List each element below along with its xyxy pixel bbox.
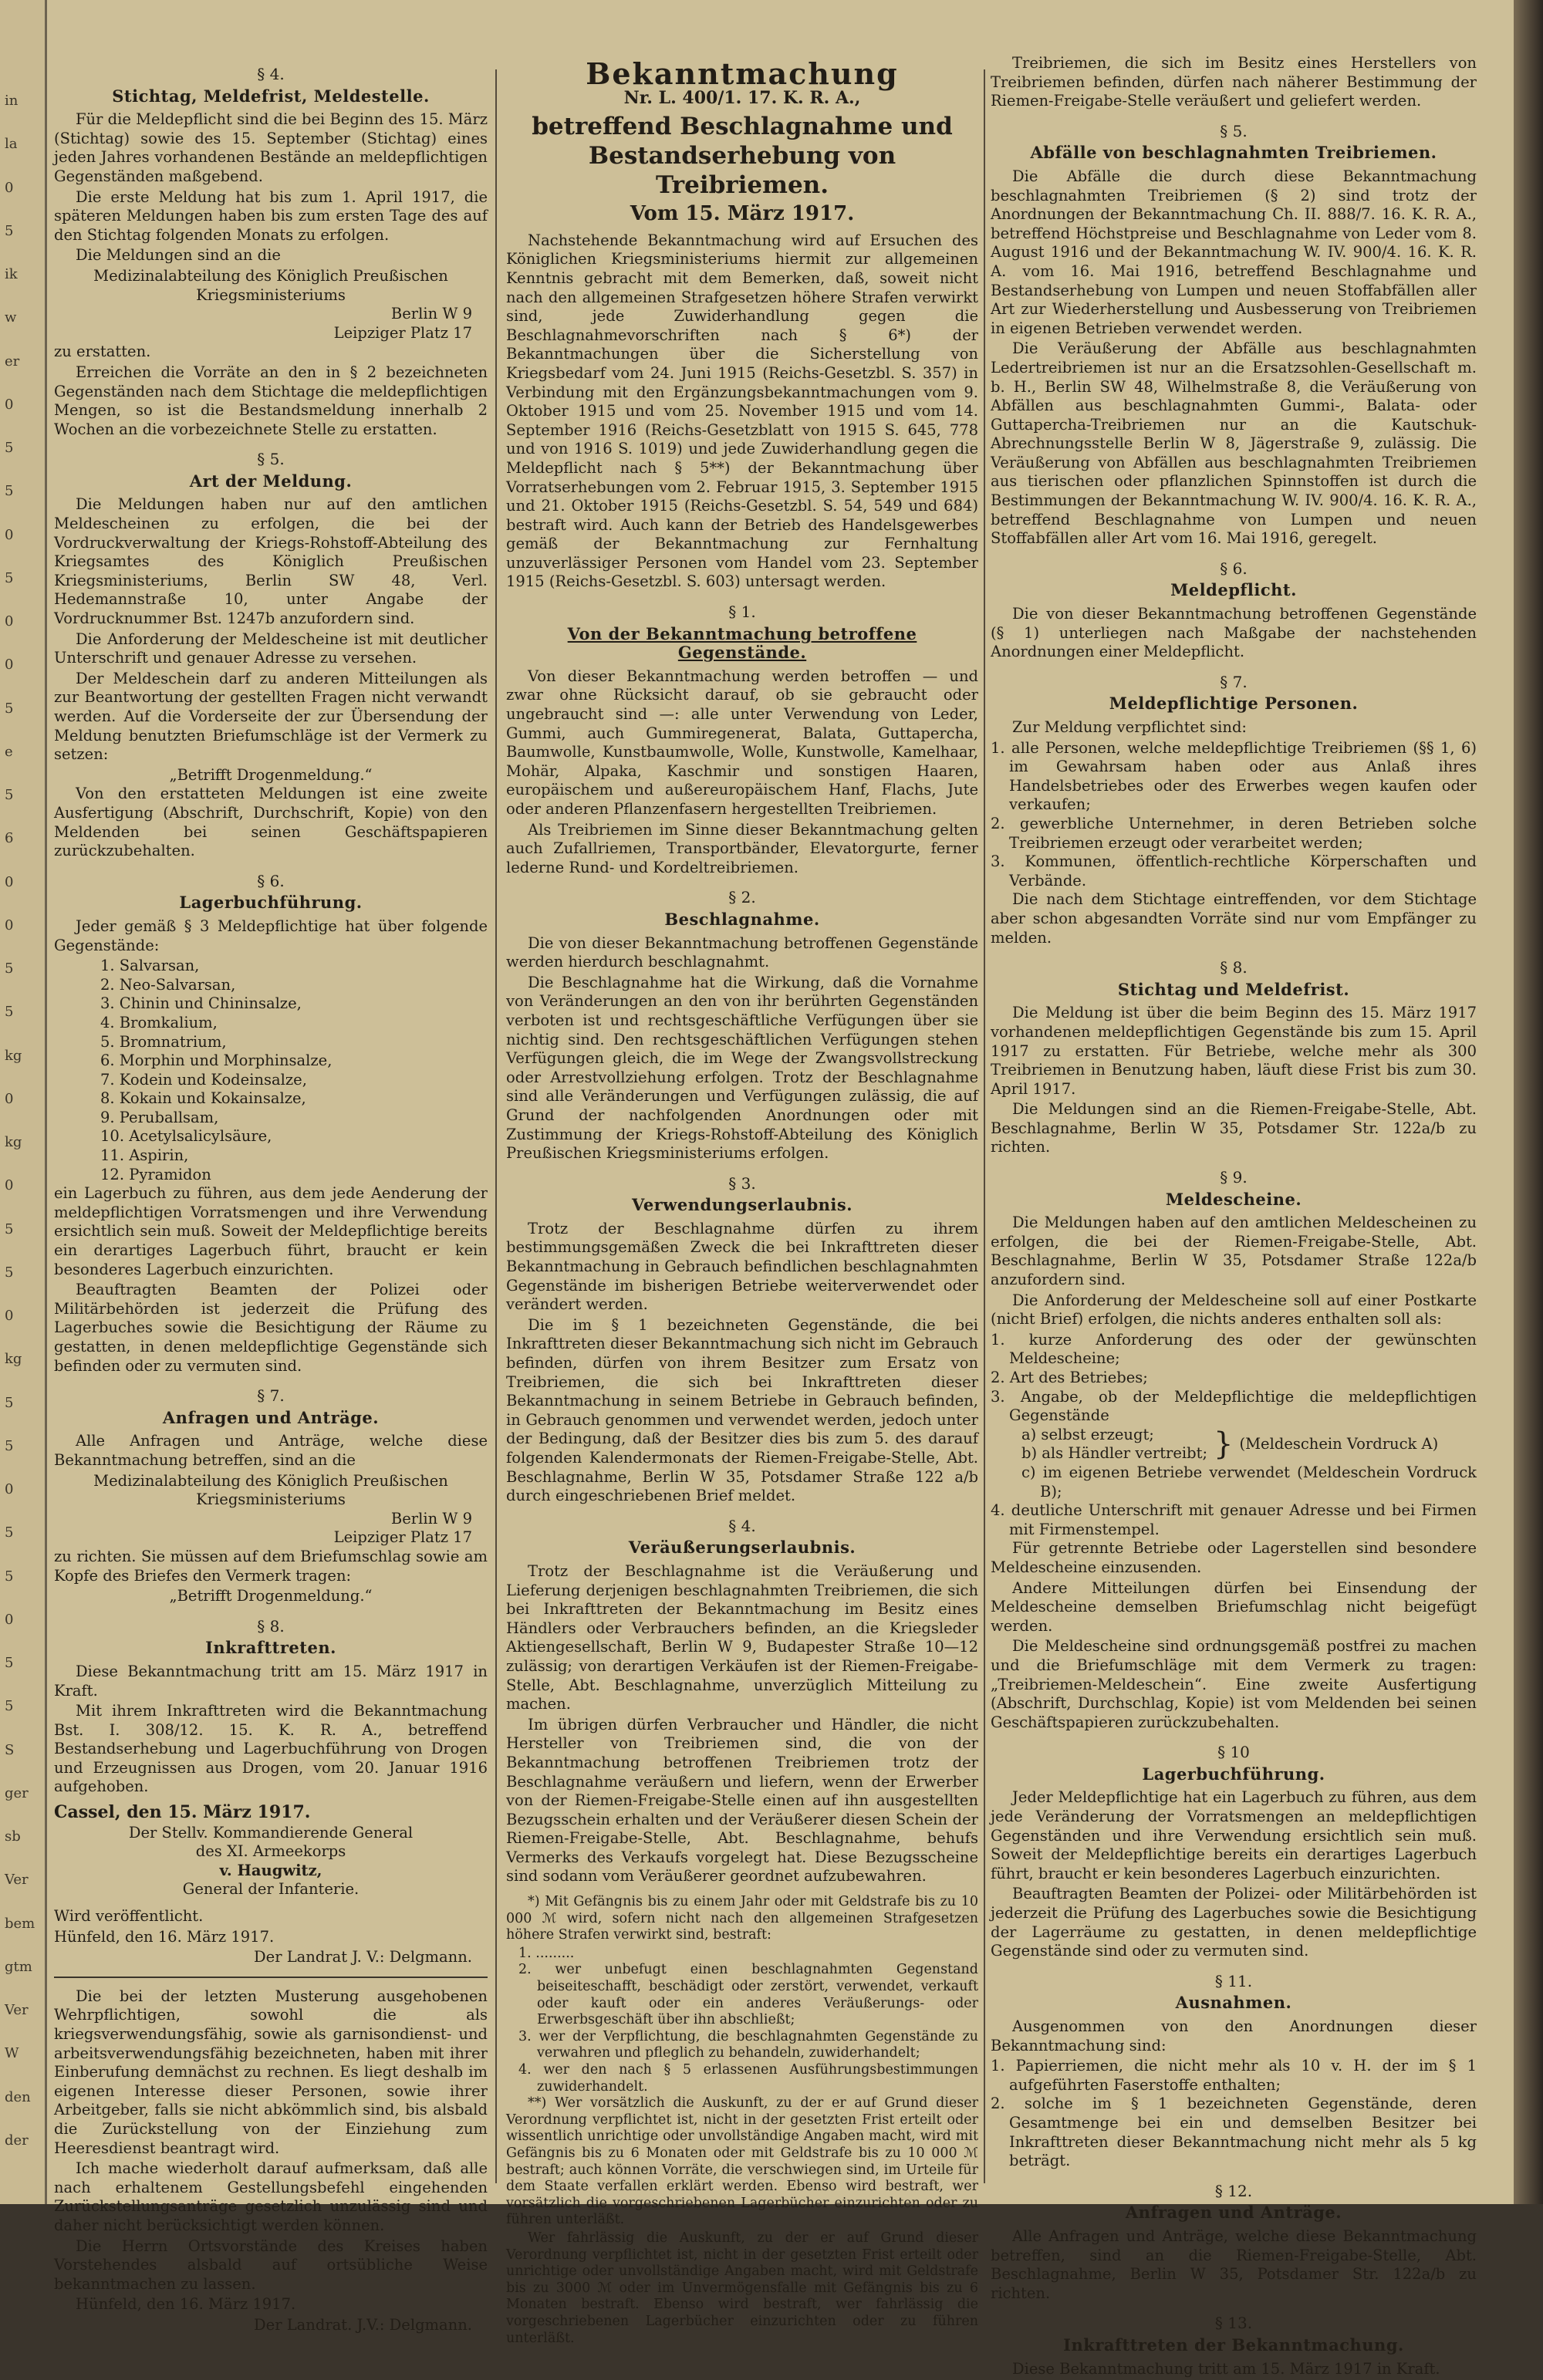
divider <box>54 1977 488 1978</box>
paragraph: Beauftragten Beamten der Polizei oder Militärbehörden ist jederzeit die Prüfung des Lagerbuches sowie die Besichtigung der Räume zu gestatten, in denen meldepflichtige Gegenstände sich befinden oder zu vermuten sind. <box>54 1281 488 1375</box>
sub-option-note: (Meldeschein Vordruck A) <box>1239 1435 1439 1453</box>
signature-line: des XI. Armeekorps <box>195 1842 346 1861</box>
section-heading: Abfälle von beschlagnahmten Treibriemen. <box>1030 143 1437 163</box>
column-rule-1 <box>495 69 497 2183</box>
section-heading: Meldepflicht. <box>1170 580 1297 600</box>
margin-fragment: 0 <box>5 657 14 673</box>
margin-fragment: S <box>5 1741 15 1758</box>
signature-line: Der Stellv. Kommandierende General <box>128 1823 414 1842</box>
paragraph: Jeder gemäß § 3 Meldepflichtige hat über folgende Gegenstände: <box>54 917 488 954</box>
section-number: § 5. <box>257 450 285 469</box>
margin-fragment: 0 <box>5 1090 14 1107</box>
margin-fragment: 5 <box>5 1698 14 1715</box>
publication-note: Hünfeld, den 16. März 1917. <box>54 1927 275 1946</box>
section-heading: Art der Meldung. <box>189 471 353 491</box>
paragraph: Die Meldungen haben nur auf den amtlichen Meldescheinen zu erfolgen, die bei der Vordruckverwaltung der Kriegs-Rohstoff-Abteilung des Kriegsamtes des Königlich Preußischen Kriegsministeriums, Berlin SW 48, Verl. Hedemannstraße 10, unter Angabe der Vordrucknummer Bst. 1247b anzufordern sind. <box>54 495 488 628</box>
publication-note: Wird veröffentlicht. <box>54 1907 204 1926</box>
adjacent-page-strip <box>0 0 47 2204</box>
notice-signature: Der Landrat. J.V.: Delgmann. <box>254 2315 472 2334</box>
margin-fragment: der <box>5 2132 29 2149</box>
margin-fragment: in <box>5 93 19 109</box>
paragraph: Treibriemen, die sich im Besitz eines Herstellers von Treibriemen befinden, dürfen nach näherer Bestimmung der Riemen-Freigabe-Stelle veräußert und geliefert werden. <box>991 54 1477 110</box>
notice-paragraph: Ich mache wiederholt darauf aufmerksam, daß alle nach erhaltenem Gestellungsbefehl eingehenden Zurückstellungsanträge gesetzlich unzulässig sind und daher nicht berücksichtigt werden können. <box>54 2159 488 2234</box>
margin-fragment: 5 <box>5 440 14 456</box>
section-heading: Beschlagnahme. <box>664 909 820 929</box>
paragraph: zu erstatten. <box>54 343 151 361</box>
paragraph: Alle Anfragen und Anträge, welche diese Bekanntmachung betreffen, sind an die <box>54 1432 488 1469</box>
list-item: 2. solche im § 1 bezeichneten Gegenstände, deren Gesamtmenge bei ein und demselben Besitzer bei Inkrafttreten dieser Bekanntmachung nicht mehr als 5 kg beträgt. <box>991 2095 1477 2170</box>
sub-options-ab <box>1021 1426 1477 1463</box>
list-item: 3. Kommunen, öffentlich-rechtliche Körperschaften und Verbände. <box>991 852 1477 890</box>
footnote-item: 4. wer den nach § 5 erlassenen Ausführungsbestimmungen zuwiderhandelt. <box>518 2062 978 2095</box>
margin-fragment: 5 <box>5 222 14 239</box>
section-number: § 13. <box>1214 2314 1253 2333</box>
list-item: 12. Pyramidon <box>100 1165 211 1183</box>
section-number: § 2. <box>728 888 756 907</box>
margin-fragment: er <box>5 353 20 370</box>
paragraph: Die Veräußerung der Abfälle aus beschlagnahmten Ledertreibriemen ist nur an die Ersatzsohlen-Gesellschaft m. b. H., Berlin SW 48, Wilhelmstraße 8, die Veräußerung von Abfällen aus beschlagnahmten Gummi-, Balata- oder Guttapercha-Treibriemen nur an die Kautschuk-Abrechnungsstelle Berlin W 8, Jägerstraße 9, zulässig. Die Veräußerung von Abfällen aus beschlagnahmten Treibriemen aus tierischen oder pflanzlichen Spinnstoffen ist durch die Bestimmungen der Bekanntmachung W. IV. 900/4. 16. K. R. A., betreffend Beschlagnahme von Lumpen und neuen Stoffabfällen aller Art vom 16. Mai 1916, geregelt. <box>991 339 1477 548</box>
paragraph: Die erste Meldung hat bis zum 1. April 1917, die späteren Meldungen haben bis zum ersten Tage des auf den Stichtag folgenden Monats zu erfolgen. <box>54 187 488 244</box>
paragraph: Die nach dem Stichtage eintreffenden, vor dem Stichtage aber schon abgesandten Vorräte sind nur vom Empfänger zu melden. <box>991 890 1477 947</box>
footnote: **) Wer vorsätzlich die Auskunft, zu der er auf Grund dieser Verordnung verpflichtet ist, nicht in der gesetzten Frist erteilt oder wissentlich unrichtige oder unvollständige Angaben macht, wird mit Gefängnis bis zu 6 Monaten oder mit Geldstrafe bis zu 10 000 ℳ bestraft; auch können Vorräte, die verschwiegen sind, im Urteile für dem Staate verfallen erklärt werden. Ebenso wird bestraft, wer vorsätzlich die vorgeschriebenen Lagerbücher einzurichten oder zu führen unterläßt. <box>506 2095 978 2228</box>
margin-fragment: 5 <box>5 1264 14 1281</box>
intro-paragraph: Nachstehende Bekanntmachung wird auf Ersuchen des Königlichen Kriegsministeriums hiermit zur allgemeinen Kenntnis gebracht mit dem Bemerken, daß, soweit nicht nach den allgemeinen Strafgesetzen höhere Strafen verwirkt sind, jede Zuwiderhandlung gegen die Beschlagnahmevorschriften nach § 6*) der Bekanntmachungen über die Sicherstellung von Kriegsbedarf vom 24. Juni 1915 (Reichs-Gesetzbl. S. 357) in Verbindung mit den Ergänzungsbekanntmachungen vom 9. Oktober 1915 und vom 25. November 1915 und vom 14. September 1916 (Reichs-Gesetzblatt von 1915 S. 645, 778 und von 1916 S. 1019) und jede Zuwiderhandlung gegen die Meldepflicht nach § 5**) der Bekanntmachung über Vorratserhebungen vom 2. Februar 1915, 3. September 1915 und 21. Oktober 1915 (Reichs-Gesetzbl. S. 54, 549 und 684) bestraft wird. Auch kann der Betrieb des Handelsgewerbes gemäß der Bekanntmachung zur Fernhaltung unzuverlässiger Personen vom Handel vom 23. September 1915 (Reichs-Gesetzbl. S. 603) untersagt werden. <box>506 231 978 591</box>
paragraph: Für die Meldepflicht sind die bei Beginn des 15. März (Stichtag) sowie des 15. September (Stichtag) eines jeden Jahres vorhandenen Bestände an meldepflichtigen Gegenständen maßgebend. <box>54 110 488 185</box>
paragraph: Für getrennte Betriebe oder Lagerstellen sind besondere Meldescheine einzusenden. <box>991 1539 1477 1576</box>
section-number: § 4. <box>728 1516 756 1535</box>
margin-fragment: 5 <box>5 1524 14 1541</box>
section-number: § 8. <box>1220 958 1248 977</box>
paragraph: Die Beschlagnahme hat die Wirkung, daß die Vornahme von Veränderungen an den von ihr berührten Gegenständen verboten ist und rechtsgeschäftliche Verfügungen über sie nichtig sind. Den rechtsgeschäftlichen Verfügungen stehen Verfügungen gleich, die im Wege der Zwangsvollstreckung oder Arrestvollziehung erfolgen. Trotz der Beschlagnahme sind alle Veränderungen und Verfügungen zulässig, die auf Grund der nachfolgenden Anordnungen oder mit Zustimmung der Kriegs-Rohstoff-Abteilung des Königlich Preußischen Kriegsministeriums erfolgen. <box>506 973 978 1163</box>
margin-fragment: 0 <box>5 1481 14 1497</box>
paragraph: Die von dieser Bekanntmachung betroffenen Gegenstände (§ 1) unterliegen nach Maßgabe der nachstehenden Anordnungen einer Meldepflicht. <box>991 605 1477 661</box>
margin-fragment: kg <box>5 1134 22 1150</box>
paragraph: Von den erstatteten Meldungen ist eine zweite Ausfertigung (Abschrift, Durchschrift, Kopie) von den Meldenden bei seinen Geschäftspapieren zurückzubehalten. <box>54 785 488 860</box>
paragraph: Andere Mitteilungen dürfen bei Einsendung der Meldescheine demselben Briefumschlag nicht beigefügt werden. <box>991 1578 1477 1635</box>
paragraph: Die Meldescheine sind ordnungsgemäß postfrei zu machen und die Briefumschläge mit dem Vermerk zu tragen: „Treibriemen-Meldeschein“. Eine zweite Ausfertigung (Abschrift, Durchschlag, Kopie) ist vom Meldenden bei seinen Geschäftspapieren zurückzubehalten. <box>991 1637 1477 1731</box>
section-number: § 7. <box>257 1386 285 1406</box>
paragraph: Beauftragten Beamten der Polizei- oder Militärbehörden ist jederzeit die Prüfung des Lagerbuches sowie die Besichtigung der Lagerräume zu gestatten, in denen meldepflichtige Gegenstände sind oder zu vermuten sind. <box>991 1885 1477 1960</box>
section-number: § 10 <box>1217 1743 1250 1762</box>
paragraph: Diese Bekanntmachung tritt am 15. März 1917 in Kraft. <box>54 1662 488 1700</box>
margin-fragment: 5 <box>5 1437 14 1454</box>
margin-fragment: den <box>5 2088 31 2105</box>
paragraph: Alle Anfragen und Anträge, welche diese Bekanntmachung betreffen, sind an die Riemen-Freigabe-Stelle, Abt. Beschlagnahme, Berlin W 35, Potsdamer Str. 122a/b zu richten. <box>991 2226 1477 2302</box>
paragraph: Erreichen die Vorräte an den in § 2 bezeichneten Gegenständen nach dem Stichtage die meldepflichtigen Mengen, so ist die Bestandsmeldung innerhalb 2 Wochen an die vorbezeichnete Stelle zu erstatten. <box>54 363 488 438</box>
quoted-note: „Betrifft Drogenmeldung.“ <box>169 1587 373 1605</box>
drug-list <box>100 957 488 1184</box>
paragraph: Die im § 1 bezeichneten Gegenstände, die bei Inkrafttreten dieser Bekanntmachung sich nicht im Gebrauch befinden, dürfen von ihrem Besitzer zum Ersatz von Treibriemen, die sich bei Inkrafttreten dieser Bekanntmachung in seinem Betriebe in Gebrauch befinden, in Gebrauch genommen und verwendet werden, jedoch unter der Bedingung, daß der Besitzer dies bis zum 5. des darauf folgenden Kalendermonats der Riemen-Freigabe-Stelle, Abt. Beschlagnahme, Berlin W 35, Potsdamer Straße 122 a/b durch eingeschriebenen Brief meldet. <box>506 1315 978 1505</box>
list-item: 3. Angabe, ob der Meldepflichtige die meldepflichtigen Gegenstände <box>991 1387 1477 1425</box>
section-heading: Verwendungserlaubnis. <box>631 1195 853 1215</box>
list-item: 11. Aspirin, <box>100 1146 189 1165</box>
signature-line: General der Infanterie. <box>182 1880 360 1899</box>
section-heading: Stichtag und Meldefrist. <box>1117 979 1350 999</box>
margin-fragment: ger <box>5 1784 29 1801</box>
paragraph: Die Anforderung der Meldescheine ist mit deutlicher Unterschrift und genauer Adresse zu versehen. <box>54 630 488 667</box>
paragraph: Die Meldungen sind an die Riemen-Freigabe-Stelle, Abt. Beschlagnahme, Berlin W 35, Potsdamer Str. 122a/b zu richten. <box>991 1100 1477 1156</box>
list-item: 6. Morphin und Morphinsalze, <box>100 1052 333 1070</box>
footnote: *) Mit Gefängnis bis zu einem Jahr oder mit Geldstrafe bis zu 10 000 ℳ wird, sofern nicht nach den allgemeinen Strafgesetzen höhere Strafen verwirkt sind, bestraft: <box>506 1894 978 1943</box>
footnote: Wer fahrlässig die Auskunft, zu der er auf Grund dieser Verordnung verpflichtet ist, nicht in der gesetzten Frist erteilt oder unrichtige oder unvollständige Angaben macht, wird mit Geldstrafe bis zu 3000 ℳ oder im Unvermögensfalle mit Gefängnis bis zu 6 Monaten bestraft. Ebenso wird bestraft, wer fahrlässig die vorgeschriebenen Lagerbücher einzurichten oder zu führen unterläßt. <box>506 2230 978 2346</box>
list-item: 4. deutliche Unterschrift mit genauer Adresse und bei Firmen mit Firmenstempel. <box>991 1501 1477 1538</box>
section-heading: Meldescheine. <box>1165 1189 1302 1209</box>
quoted-note: „Betrifft Drogenmeldung.“ <box>169 765 373 784</box>
signature-place-date: Cassel, den 15. März 1917. <box>54 1802 311 1823</box>
notice-place-date: Hünfeld, den 16. März 1917. <box>76 2295 296 2314</box>
paragraph: Die Meldung ist über die beim Beginn des 15. März 1917 vorhandenen meldepflichtigen Gegenstände bis zum 15. April 1917 zu erstatten. Für Betriebe, welche mehr als 300 Treibriemen in Benutzung haben, läuft diese Frist bis zum 30. April 1917. <box>991 1004 1477 1098</box>
margin-fragment: 0 <box>5 179 14 196</box>
notice-paragraph: Die bei der letzten Musterung ausgehobenen Wehrpflichtigen, sowohl die als kriegsverwendungsfähig, sowie als garnisondienst- und arbeitsverwendungsfähig bezeichneten, haben mit ihrer Einberufung demnächst zu rechnen. Es liegt deshalb im eigenen Interesse dieser Personen, sowie ihrer Arbeitgeber, falls sie nicht abkömmlich sind, bis alsbald die Zurückstellung von der Einziehung zum Heeresdienst beantragt wird. <box>54 1987 488 2157</box>
margin-fragment: gtm <box>5 1958 32 1975</box>
address-line: Berlin W 9 <box>390 1509 472 1528</box>
margin-fragment: sb <box>5 1828 21 1845</box>
paragraph: Zur Meldung verpflichtet sind: <box>1012 718 1248 736</box>
section-heading: Inkrafttreten der Bekanntmachung. <box>1063 2334 1404 2355</box>
margin-fragment: 5 <box>5 569 14 586</box>
column-rule-2 <box>984 69 985 2183</box>
notice-title: Bekanntmachung <box>586 56 899 91</box>
list-item: 1. Papierriemen, die nicht mehr als 10 v. H. der im § 1 aufgeführten Faserstoffe enthalten; <box>991 2057 1477 2094</box>
section-heading: Stichtag, Meldefrist, Meldestelle. <box>112 86 430 106</box>
sub-option: a) selbst erzeugt; <box>1021 1425 1154 1443</box>
footnotes <box>506 1894 978 2347</box>
footnote-item: 3. wer der Verpflichtung, die beschlagnahmten Gegenstände zu verwahren und pfleglich zu behandeln, zuwiderhandelt; <box>518 2028 978 2061</box>
address-line: Medizinalabteilung des Königlich Preußischen Kriegsministeriums <box>93 1471 448 1509</box>
footnote-item: 1. ......... <box>518 1945 575 1961</box>
section-number: § 11. <box>1214 1971 1253 1990</box>
column-middle <box>506 54 978 2348</box>
list-item: 10. Acetylsalicylsäure, <box>100 1127 272 1146</box>
sub-option: c) im eigenen Betriebe verwendet (Meldeschein Vordruck B); <box>1021 1463 1477 1501</box>
list-item: 7. Kodein und Kodeinsalze, <box>100 1070 307 1089</box>
margin-fragment: 5 <box>5 483 14 500</box>
section-number: § 6. <box>257 871 285 890</box>
notice-paragraph: Die Herrn Ortsvorstände des Kreises haben Vorstehendes alsbald auf ortsübliche Weise bekanntmachen zu lassen. <box>54 2237 488 2293</box>
section-heading: Inkrafttreten. <box>205 1638 336 1658</box>
margin-fragment: w <box>5 309 17 326</box>
paragraph: Diese Bekanntmachung tritt am 15. März 1917 in Kraft. <box>1012 2359 1440 2378</box>
margin-fragment: 5 <box>5 960 14 977</box>
list-item: 2. gewerbliche Unternehmer, in deren Betrieben solche Treibriemen erzeugt oder verarbeitet werden; <box>991 814 1477 852</box>
column-left <box>54 54 488 2335</box>
sub-option: b) als Händler vertreibt; <box>1021 1444 1208 1463</box>
list-item: 4. Bromkalium, <box>100 1013 218 1031</box>
section-number: § 12. <box>1214 2181 1253 2200</box>
list-item: 1. Salvarsan, <box>100 957 200 975</box>
list-item: 1. kurze Anforderung des oder der gewünschten Meldescheine; <box>991 1330 1477 1368</box>
paragraph: Von dieser Bekanntmachung werden betroffen — und zwar ohne Rücksicht darauf, ob sie gebraucht oder ungebraucht sind —: alle unter Verwendung von Leder, Gummi, auch Gummiregenerat, Balata, Guttapercha, Baumwolle, Kunstbaumwolle, Wolle, Kunstwolle, Kamelhaar, Mohär, Alpaka, Kaschmir und sonstigen Haaren, europäischem und außereuropäischem Hanf, Flachs, Jute oder anderen Pflanzenfasern hergestellten Treibriemen. <box>506 667 978 818</box>
margin-fragment: 0 <box>5 873 14 890</box>
margin-fragment: 6 <box>5 830 14 847</box>
margin-fragment: 5 <box>5 1568 14 1585</box>
margin-fragment: 0 <box>5 1308 14 1324</box>
section-number: § 7. <box>1220 672 1248 691</box>
list-item: 8. Kokain und Kokainsalze, <box>100 1089 306 1108</box>
margin-fragment: Ver <box>5 2002 29 2018</box>
margin-fragment: 0 <box>5 526 14 543</box>
paragraph: Im übrigen dürfen Verbraucher und Händler, die nicht Hersteller von Treibriemen sind, die von der Bekanntmachung betroffenen Treibriemen trotz der Beschlagnahme veräußern und liefern, wenn der Erwerber von der Riemen-Freigabe-Stelle einen auf ihn ausgestellten Bezugsschein erhalten und der Veräußerer diesen Schein der Riemen-Freigabe-Stelle, Abt. Beschlagnahme, behufs Vermerks des Verkaufs vorgelegt hat. Diese Bezugsscheine sind sodann vom Veräußerer geordnet aufzubewahren. <box>506 1715 978 1885</box>
address-line: Medizinalabteilung des Königlich Preußischen Kriegsministeriums <box>93 266 448 304</box>
section-heading: Meldepflichtige Personen. <box>1109 694 1359 714</box>
list-item: 2. Art des Betriebes; <box>991 1369 1148 1386</box>
paragraph: Ausgenommen von den Anordnungen dieser Bekanntmachung sind: <box>991 2017 1477 2054</box>
list-item: 1. alle Personen, welche meldepflichtige Treibriemen (§§ 1, 6) im Gewahrsam haben oder aus Anlaß ihres Handelsbetriebes oder des Erwerbes wegen kaufen oder verkaufen; <box>991 738 1477 814</box>
margin-fragment: 0 <box>5 917 14 933</box>
paragraph: zu richten. Sie müssen auf dem Briefumschlag sowie am Kopfe des Briefes den Vermerk tragen: <box>54 1547 488 1585</box>
paragraph: Die Abfälle die durch diese Bekanntmachung beschlagnahmten Treibriemen (§ 2) sind trotz der Anordnungen der Bekanntmachung Ch. II. 888/7. 16. K. R. A., betreffend Höchstpreise und Beschlagnahme von Leder vom 8. August 1916 und der Bekanntmachung W. IV. 900/4. 16. K. R. A. vom 16. Mai 1916, betreffend Beschlagnahme und Bestandserhebung von Lumpen und neuen Stoffabfällen aller Art zur Wiederherstellung und Ausbesserung von Treibriemen in eigenen Betrieben verwendet werden. <box>991 167 1477 337</box>
list-item: 9. Peruballsam, <box>100 1108 219 1126</box>
margin-fragment: 5 <box>5 1220 14 1237</box>
section-heading: Veräußerungserlaubnis. <box>628 1538 856 1558</box>
address-line: Leipziger Platz 17 <box>333 1528 472 1547</box>
address-line: Berlin W 9 <box>390 305 472 323</box>
margin-fragment: kg <box>5 1047 22 1064</box>
section-number: § 3. <box>728 1173 756 1193</box>
margin-fragment: 5 <box>5 1004 14 1021</box>
paragraph: Die Anforderung der Meldescheine soll auf einer Postkarte (nicht Brief) erfolgen, die nichts anderes enthalten soll als: <box>991 1291 1477 1328</box>
list-item: 3. Chinin und Chininsalze, <box>100 994 302 1013</box>
page-edge-shadow <box>1514 0 1543 2204</box>
paragraph: Der Meldeschein darf zu anderen Mitteilungen als zur Beantwortung der gestellten Fragen nicht verwandt werden. Auf die Vorderseite der zur Übersendung der Meldung benutzten Briefumschläge ist der Vermerk zu setzen: <box>54 669 488 764</box>
notice-date: Vom 15. März 1917. <box>630 202 855 226</box>
section-number: § 4. <box>257 65 285 83</box>
section-number: § 9. <box>1220 1168 1248 1187</box>
margin-fragment: W <box>5 2045 19 2062</box>
paragraph: Jeder Meldepflichtige hat ein Lagerbuch zu führen, aus dem jede Veränderung der Vorratsmengen an meldepflichtigen Gegenständen und ihre Verwendung ersichtlich sein muß. Soweit der Meldepflichtige bereits ein derartiges Lagerbuch führt, braucht er kein besonderes Lagerbuch einzurichten. <box>991 1788 1477 1882</box>
margin-fragment: la <box>5 136 18 153</box>
margin-fragment: 5 <box>5 1394 14 1411</box>
margin-fragment: 0 <box>5 1611 14 1628</box>
section-number: § 8. <box>257 1616 285 1636</box>
margin-fragment: 0 <box>5 613 14 630</box>
margin-fragment: e <box>5 743 13 760</box>
list-item: 2. Neo-Salvarsan, <box>100 975 236 994</box>
section-heading: Anfragen und Anträge. <box>1125 2203 1342 2223</box>
notice-subtitle: betreffend Beschlagnahme und Bestandserhebung von Treibriemen. <box>532 113 953 200</box>
signature-name: v. Haugwitz, <box>219 1861 322 1879</box>
margin-fragment: 5 <box>5 787 14 803</box>
section-heading: Ausnahmen. <box>1175 1993 1292 2013</box>
paragraph: Die Meldungen haben auf den amtlichen Meldescheinen zu erfolgen, die bei der Riemen-Freigabe-Stelle, Abt. Beschlagnahme, Berlin W 35, Potsdamer Straße 122a/b anzufordern sind. <box>991 1214 1477 1289</box>
margin-fragment: bem <box>5 1915 35 1932</box>
section-heading: Anfragen und Anträge. <box>162 1407 380 1427</box>
address-line: Leipziger Platz 17 <box>333 323 472 342</box>
section-number: § 5. <box>1220 121 1248 140</box>
margin-fragment: 5 <box>5 1655 14 1671</box>
paragraph: Als Treibriemen im Sinne dieser Bekanntmachung gelten auch Zufallriemen, Transportbänder, Elevatorgurte, ferner lederne Rund- und Kordeltreibriemen. <box>506 820 978 876</box>
brace-glyph: } <box>1214 1426 1234 1463</box>
paragraph: ein Lagerbuch zu führen, aus dem jede Aenderung der meldepflichtigen Vorratsmengen und ihre Verwendung ersichtlich sein muß. Soweit der Meldepflichtige bereits ein derartiges Lagerbuch führt, braucht er kein besonderes Lagerbuch einzurichten. <box>54 1184 488 1278</box>
section-heading: Lagerbuchführung. <box>1142 1764 1325 1784</box>
paragraph: Trotz der Beschlagnahme ist die Veräußerung und Lieferung derjenigen beschlagnahmten Treibriemen, die sich bei Inkrafttreten der Bekanntmachung im Besitz eines Händlers oder Verbrauchers befinden, an die Kriegsleder Aktiengesellschaft, Berlin W 9, Budapester Straße 10—12 zulässig; von derartigen Verkäufen ist der Riemen-Freigabe-Stelle, Abt. Beschlagnahme, unverzüglich Mitteilung zu machen. <box>506 1561 978 1713</box>
paragraph: Mit ihrem Inkrafttreten wird die Bekanntmachung Bst. I. 308/12. 15. K. R. A., betreffend Bestandserhebung und Lagerbuchführung von Drogen und Erzeugnissen aus Drogen, vom 20. Januar 1916 aufgehoben. <box>54 1702 488 1796</box>
paragraph: Die von dieser Bekanntmachung betroffenen Gegenstände werden hierdurch beschlagnahmt. <box>506 933 978 971</box>
margin-fragment: Ver <box>5 1872 29 1889</box>
footnote-item: 2. wer unbefugt einen beschlagnahmten Gegenstand beiseiteschafft, beschädigt oder zerstört, verwendet, verkauft oder kauft oder ein anderes Veräußerungs- oder Erwerbsgeschäft über ihn abschließt; <box>518 1962 978 2028</box>
paragraph: Trotz der Beschlagnahme dürfen zu ihrem bestimmungsgemäßen Zweck die bei Inkrafttreten dieser Bekanntmachung in Gebrauch befindlichen beschlagnahmten Gegenstände im bisherigen Betriebe weiterverwendet oder verändert werden. <box>506 1219 978 1314</box>
section-heading: Lagerbuchführung. <box>179 893 363 913</box>
margin-fragment: 0 <box>5 396 14 413</box>
paragraph: Die Meldungen sind an die <box>76 246 281 265</box>
notice-number: Nr. L. 400/1. 17. K. R. A., <box>623 87 861 108</box>
section-number: § 1. <box>728 603 756 622</box>
list-item: 5. Bromnatrium, <box>100 1032 227 1051</box>
margin-fragment: kg <box>5 1351 22 1368</box>
column-right <box>991 54 1477 2380</box>
margin-fragment: ik <box>5 266 18 282</box>
margin-fragment: 5 <box>5 700 14 717</box>
publication-signature: Der Landrat J. V.: Delgmann. <box>254 1948 472 1966</box>
section-number: § 6. <box>1220 559 1248 578</box>
section-heading: Von der Bekanntmachung betroffene Gegenstände. <box>567 623 917 663</box>
margin-fragment: 0 <box>5 1177 14 1194</box>
